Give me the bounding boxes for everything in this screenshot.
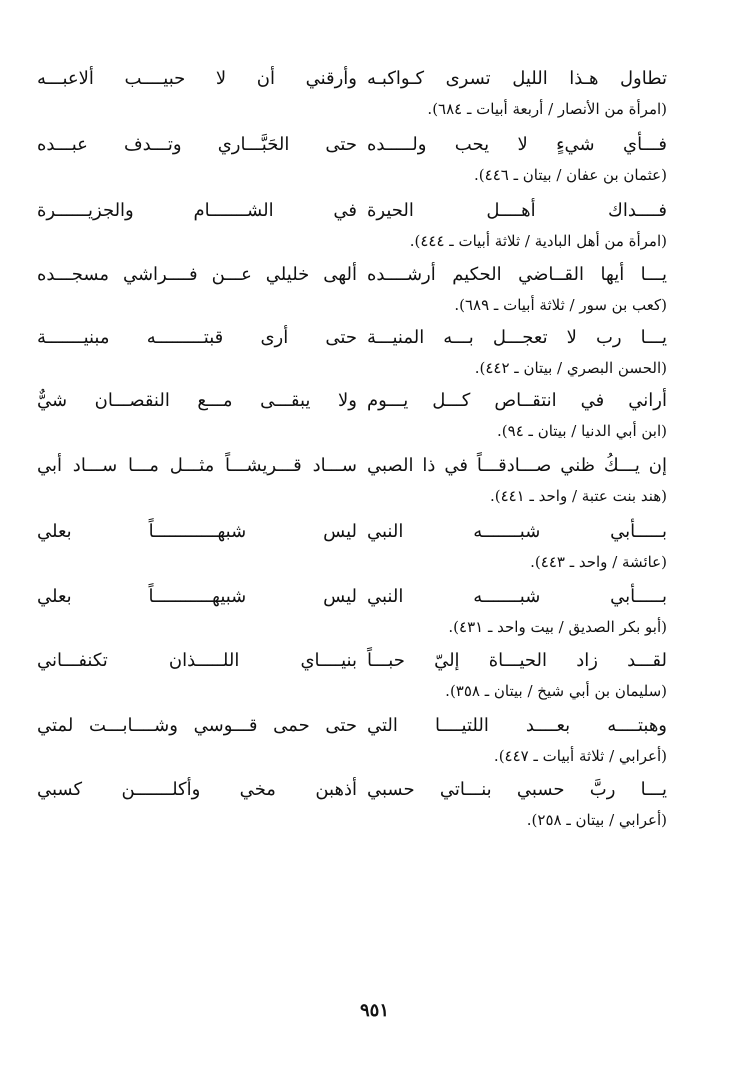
first-hemistich: يـــا أيها القــاضي الحكيم أرشــــده	[367, 264, 667, 285]
first-hemistich: بـــــأبي شبـــــــه النبي	[367, 521, 667, 542]
first-hemistich: أراني في انتقــاص كـــل يـــوم	[367, 390, 667, 411]
verse-entry	[0, 648, 749, 714]
verse-entry	[0, 453, 749, 519]
second-hemistich: أذهبن مخي وأكلـــــــن كسبي	[37, 779, 357, 800]
verse-source: (الحسن البصري / بيتان ـ ٤٤٢).	[474, 359, 667, 377]
verse-source: (عثمان بن عفان / بيتان ـ ٤٤٦).	[474, 166, 667, 184]
verse-entry	[0, 198, 749, 264]
verse-entry	[0, 262, 749, 328]
verse-entry	[0, 519, 749, 585]
verse-source: (كعب بن سور / ثلاثة أبيات ـ ٦٨٩).	[454, 296, 667, 314]
verse-entry	[0, 66, 749, 132]
second-hemistich: ليس شبهــــــــــــاً بعلي	[37, 521, 357, 542]
verse-source: (امرأة من الأنصار / أربعة أبيات ـ ٦٨٤).	[427, 100, 667, 118]
verse-entry	[0, 777, 749, 843]
second-hemistich: ولا يبقـــى مـــع النقصـــان شيٌّ	[37, 390, 357, 411]
verse-source: (أبو بكر الصديق / بيت واحد ـ ٤٣١).	[448, 618, 667, 636]
verse-source: (هند بنت عتبة / واحد ـ ٤٤١).	[489, 487, 667, 505]
verse-source: (ابن أبي الدنيا / بيتان ـ ٩٤).	[497, 422, 667, 440]
second-hemistich: حتى الحَبَّـــاري وتـــدف عبـــده	[37, 134, 357, 155]
first-hemistich: فـــأي شيءٍ لا يحب ولـــــده	[367, 134, 667, 155]
first-hemistich: وهبتــــه بعــــد اللتيــــا التي	[367, 715, 667, 736]
first-hemistich: فــــداك أهــــل الحيرة	[367, 200, 667, 221]
verse-source: (امرأة من أهل البادية / ثلاثة أبيات ـ ٤٤٤).	[409, 232, 667, 250]
first-hemistich: يـــا ربَّ حسبي بنـــاتي حسبي	[367, 779, 667, 800]
verse-entry	[0, 388, 749, 454]
second-hemistich: حتى حمى قـــوسي وشــــابـــت لمتي	[37, 715, 357, 736]
verse-entry	[0, 584, 749, 650]
second-hemistich: ألهى خليلي عـــن فــــراشي مسجـــده	[37, 264, 357, 285]
verse-entry	[0, 132, 749, 198]
page-number: ٩٥١	[359, 1000, 389, 1021]
first-hemistich: إن يـــكُ ظني صـــادقـــاً في ذا الصبي	[367, 455, 667, 476]
second-hemistich: في الشـــــــام والجزيــــــرة	[37, 200, 357, 221]
verse-source: (سليمان بن أبي شيخ / بيتان ـ ٣٥٨).	[445, 682, 667, 700]
second-hemistich: حتى أرى قبتـــــــــه مبنيـــــــة	[37, 327, 357, 348]
first-hemistich: يـــا رب لا تعجـــل بـــه المنيـــة	[367, 327, 667, 348]
second-hemistich: وأرقني أن لا حبيــــب ألاعبـــه	[37, 68, 357, 89]
second-hemistich: بنيــــاي اللـــــذان تكنفـــاني	[37, 650, 357, 671]
verse-source: (عائشة / واحد ـ ٤٤٣).	[530, 553, 667, 571]
verse-entry	[0, 713, 749, 779]
second-hemistich: ليس شبيهـــــــــــاً بعلي	[37, 586, 357, 607]
first-hemistich: تطاول هـذا الليل تسرى كـواكبـه	[367, 68, 667, 89]
second-hemistich: ســـاد قـــريشـــاً مثـــل مـــا ســـاد أبي	[37, 455, 357, 476]
first-hemistich: بـــــأبي شبـــــــه النبي	[367, 586, 667, 607]
verse-source: (أعرابي / ثلاثة أبيات ـ ٤٤٧).	[493, 747, 667, 765]
verse-entry	[0, 325, 749, 391]
verse-source: (أعرابي / بيتان ـ ٢٥٨).	[526, 811, 667, 829]
first-hemistich: لقـــد زاد الحيـــاة إليّ حبـــاً	[367, 650, 667, 671]
